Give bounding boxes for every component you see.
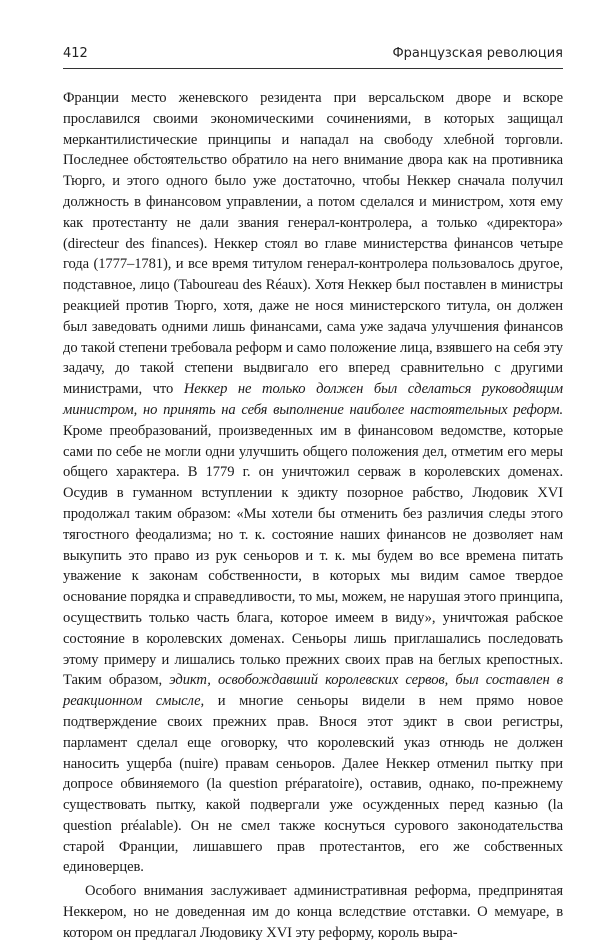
text-run: Франции место женевского резидента при версальском дворе и вскоре прославился своими экономическими сочинениями, в которых защищал меркантилистические принципы и нападал на свободу хлебной торговли. Последнее обстоятельство обратило на него внимание двора как на противника Тюрго, и этого одного было уже достаточно, чтобы Неккер сначала получил должность в финансовом управлении, а потом сделался и министром, хотя ему как протестанту не дали звания генерал-контролера, а только «директора» (directeur des finances). Неккер стоял во главе министерства финансов четыре года (1777–1781), и все время титулом генерал-контролера пользовалось другое, подставное, лицо (Taboureau des Réaux). Хотя Неккер был поставлен в министры реакцией против Тюрго, хотя, даже не нося министерского титула, он должен был заведовать одними лишь финансами, сама уже задача улучшения финансов до такой степени требовала реформ и само положение лица, взявшего на себя эту задачу, до такой степени выдвигало его вперед сравнительно с другими министрами, что: [63, 90, 563, 398]
italic-emphasis: эдикт, освобождавший королевских сервов, был составлен в реакционном смысле,: [63, 672, 563, 710]
body-text: [63, 88, 563, 944]
paragraph-2: [63, 881, 563, 943]
italic-emphasis: Неккер не только должен был сделаться руководящим министром, но принять на себя выполнение наиболее настоятельных реформ.: [63, 381, 563, 418]
page-header: [63, 40, 563, 69]
text-run: Особого внимания заслуживает административная реформа, предпринятая Неккером, но не доведенная им до конца вследствие отставки. О мемуаре, в котором он предлагал Людовику XVI эту реформу, король выра-: [63, 883, 563, 941]
text-run: Кроме преобразований, произведенных им в финансовом ведомстве, которые сами по себе не могли одни улучшить общего положения дел, отметим его меры общего характера. В 1779 г. он уничтожил серваж в королевских доменах. Осудив в гуманном вступлении к эдикту позорное рабство, Людовик XVI продолжал таким образом: «Мы хотели бы отменить без различия следы этого тягостного феодализма; но т. к. состояние наших финансов не дозволяет нам выкупить это право из рук сеньоров и т. к. мы будем во все времена питать уважение к законам собственности, в которых мы видим самое твердое основание порядка и справедливости, то мы, можем, не нарушая этого принципа, осуществить только часть блага, которое имеем в виду», уничтожая рабское состояние в королевских доменах. Сеньоры лишь приглашались последовать этому примеру и лишались только прежних своих прав на беглых крепостных. Таким образом,: [63, 422, 563, 689]
page-number: 412: [63, 46, 88, 61]
text-run: и многие сеньоры видели в нем прямо новое подтверждение своих прежних прав. Внося этот эдикт в свои регистры, парламент сделал еще оговорку, что королевский указ отнюдь не должен наносить ущерба (nuire) правам сеньоров. Далее Неккер отменил пытку при допросе обвиняемого (la question préparatoire), оставив, однако, по-прежнему существовать пытку, какой подвергали уже осужденных перед казнью (la question préalable). Он не смел также коснуться сурового законодательства старой Франции, лишавшего прав протестантов, его же собственных единоверцев.: [63, 693, 563, 876]
running-title: Французская революция: [392, 46, 563, 61]
paragraph-1: [63, 88, 563, 878]
